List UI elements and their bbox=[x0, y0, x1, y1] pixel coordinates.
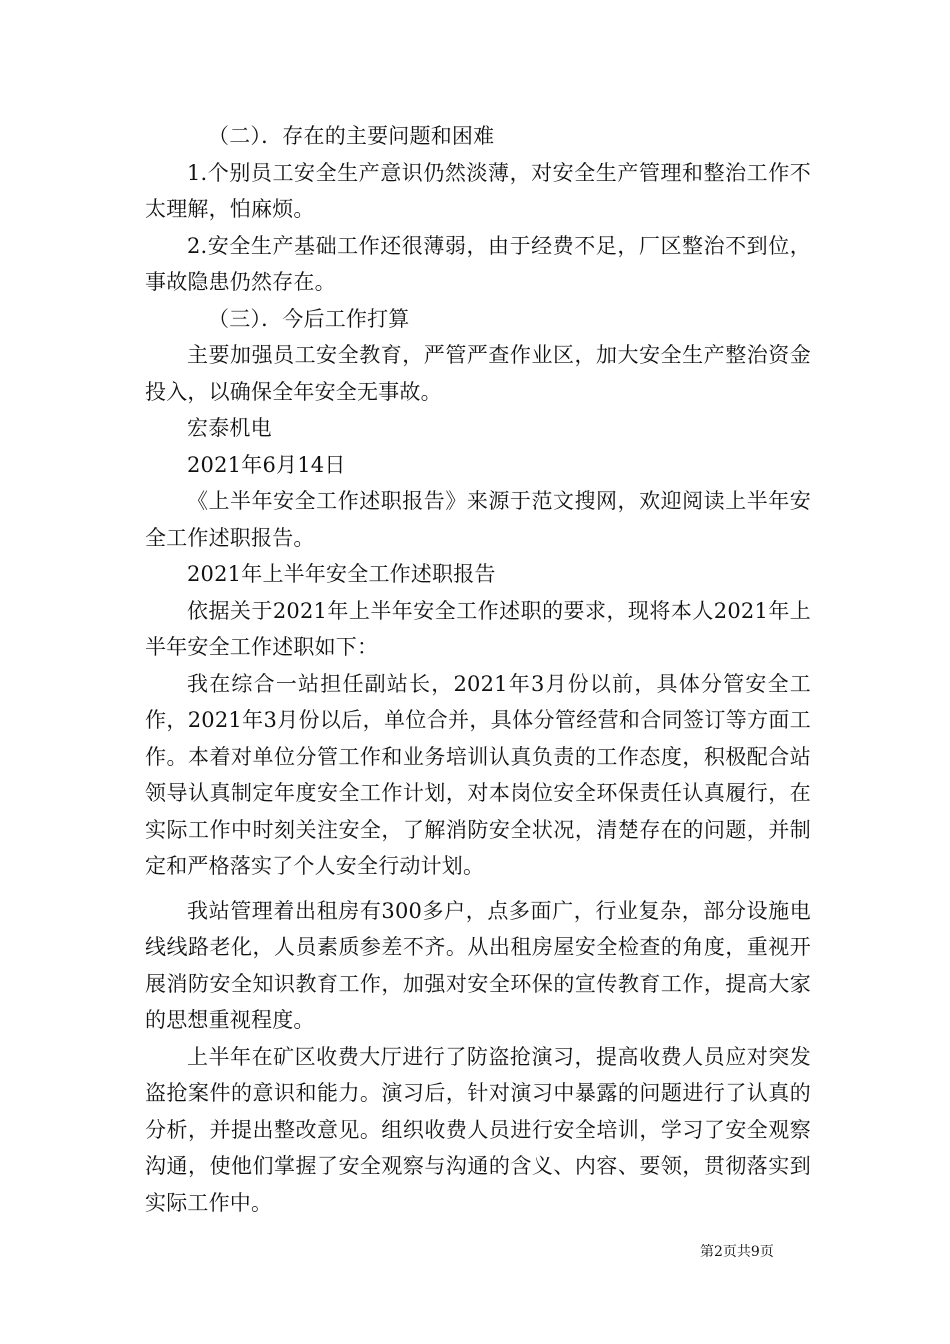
page-number: 第2页共9页 bbox=[700, 1244, 774, 1260]
paragraph-problem-2: 2.安全生产基础工作还很薄弱，由于经费不足，厂区整治不到位，事故隐患仍然存在。 bbox=[145, 233, 811, 294]
paragraph-role: 我在综合一站担任副站长，2021年3月份以前，具体分管安全工作，2021年3月份以后，单位合并，具体分管经营和合同签订等方面工作。本着对单位分管工作和业务培训认真负责的工作态度，积极配合站领导认真制定年度安全工作计划，对本岗位安全环保责任认真履行，在实际工作中时刻关注安全，了解消防安全状况，清楚存在的问题，并制定和严格落实了个人安全行动计划。 bbox=[145, 671, 811, 878]
paragraph-problem-1: 1.个别员工安全生产意识仍然淡薄，对安全生产管理和整治工作不太理解，怕麻烦。 bbox=[145, 160, 811, 221]
document-body bbox=[145, 118, 811, 1221]
paragraph-drill: 上半年在矿区收费大厅进行了防盗抢演习，提高收费人员应对突发盗抢案件的意识和能力。演习后，针对演习中暴露的问题进行了认真的分析，并提出整改意见。组织收费人员进行安全培训，学习了安全观察沟通，使他们掌握了安全观察与沟通的含义、内容、要领，贯彻落实到实际工作中。 bbox=[145, 1044, 811, 1215]
signature-date: 2021年6月14日 bbox=[187, 452, 346, 477]
section-heading-problems: （二）．存在的主要问题和困难 bbox=[208, 124, 495, 148]
paragraph-rental: 我站管理着出租房有300多户，点多面广，行业复杂，部分设施电线线路老化，人员素质参差不齐。从出租房屋安全检查的角度，重视开展消防安全知识教育工作，加强对安全环保的宣传教育工作，提高大家的思想重视程度。 bbox=[145, 898, 811, 1032]
section-heading-plans: （三）．今后工作打算 bbox=[208, 306, 410, 331]
paragraph-source-note: 《上半年安全工作述职报告》来源于范文搜网，欢迎阅读上半年安全工作述职报告。 bbox=[145, 489, 811, 550]
paragraph-plans: 主要加强员工安全教育，严管严查作业区，加大安全生产整治资金投入，以确保全年安全无事故。 bbox=[145, 343, 811, 404]
paragraph-intro: 依据关于2021年上半年安全工作述职的要求，现将本人2021年上半年安全工作述职如下： bbox=[145, 598, 811, 659]
signature-company: 宏泰机电 bbox=[187, 416, 272, 440]
report-title: 2021年上半年安全工作述职报告 bbox=[187, 562, 496, 586]
